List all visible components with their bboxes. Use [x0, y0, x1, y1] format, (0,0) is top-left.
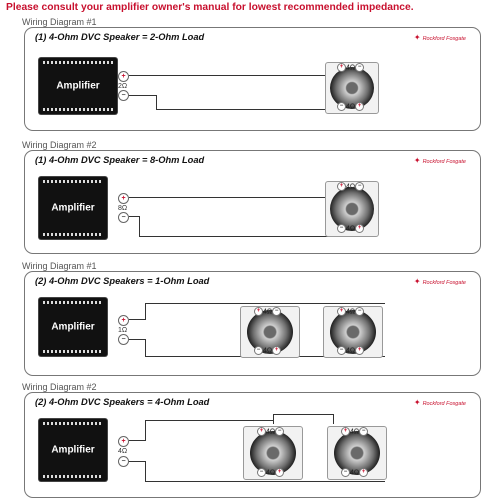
brand-logo: [414, 33, 466, 42]
load-value: 1Ω: [118, 327, 128, 334]
wire-bridge: [273, 414, 333, 415]
amplifier: [39, 177, 107, 239]
panel-title: (2) 4-Ohm DVC Speakers = 1-Ohm Load: [35, 276, 210, 286]
amplifier-label: Amplifier: [56, 80, 100, 92]
wiring-panel-1: [24, 27, 481, 131]
amplifier: [39, 58, 117, 114]
load-value: 2Ω: [118, 83, 128, 90]
brand-logo: [414, 277, 466, 286]
amplifier: [39, 419, 107, 481]
wire-negative-drop: [145, 339, 146, 356]
amp-vents-bottom: [43, 475, 103, 478]
brand-mark-icon: ✦: [413, 277, 421, 286]
amp-vents-top: [43, 61, 113, 64]
wiring-panel-3: [24, 271, 481, 376]
wire-negative: [129, 95, 157, 96]
brand-text: Rockford Fosgate: [422, 401, 466, 407]
coil-top-label: + 4Ω −: [337, 307, 364, 316]
brand-mark-icon: ✦: [413, 156, 421, 165]
amplifier: [39, 298, 107, 356]
wire-positive: [129, 75, 335, 76]
wiring-panel-2: [24, 150, 481, 254]
wire-negative-run: [145, 481, 385, 482]
brand-mark-icon: ✦: [413, 398, 421, 407]
wire-negative-drop: [139, 216, 140, 236]
brand-text: Rockford Fosgate: [422, 36, 466, 42]
amp-vents-bottom: [43, 108, 113, 111]
coil-top-label: + 4Ω −: [341, 427, 368, 436]
coil-bottom-label: − 4Ω +: [337, 102, 364, 111]
section-label-4: Wiring Diagram #2: [22, 382, 97, 392]
coil-bottom-label: − 4Ω +: [337, 346, 364, 355]
wire-positive: [129, 440, 145, 441]
amp-negative-terminal: −: [118, 90, 129, 101]
amp-negative-terminal: −: [118, 212, 129, 223]
coil-bottom-label: − 4Ω +: [341, 468, 368, 477]
coil-bottom-label: − 4Ω +: [257, 468, 284, 477]
wire-negative-drop: [145, 461, 146, 481]
wire-positive-bus: [145, 303, 385, 304]
section-label-2: Wiring Diagram #2: [22, 140, 97, 150]
wire-positive: [129, 319, 145, 320]
brand-text: Rockford Fosgate: [422, 280, 466, 286]
wire-positive-rise: [145, 420, 146, 441]
brand-text: Rockford Fosgate: [422, 159, 466, 165]
coil-top-label: + 4Ω −: [337, 63, 364, 72]
brand-logo: [414, 156, 466, 165]
amp-vents-top: [43, 422, 103, 425]
panel-title: (1) 4-Ohm DVC Speaker = 8-Ohm Load: [35, 155, 205, 165]
wire-negative-run: [156, 109, 336, 110]
panel-title: (2) 4-Ohm DVC Speakers = 4-Ohm Load: [35, 397, 210, 407]
wire-negative: [129, 216, 139, 217]
brand-mark-icon: ✦: [413, 33, 421, 42]
amp-positive-terminal: +: [118, 71, 129, 82]
coil-bottom-label: − 4Ω +: [337, 224, 364, 233]
amp-vents-top: [43, 301, 103, 304]
section-label-1: Wiring Diagram #1: [22, 17, 97, 27]
amplifier-label: Amplifier: [51, 321, 95, 333]
brand-logo: [414, 398, 466, 407]
amp-vents-bottom: [43, 350, 103, 353]
wire-positive-run: [145, 420, 273, 421]
wire-bridge-left: [273, 414, 274, 424]
coil-top-label: + 4Ω −: [257, 427, 284, 436]
amp-negative-terminal: −: [118, 456, 129, 467]
amp-positive-terminal: +: [118, 315, 129, 326]
wire-positive: [129, 197, 337, 198]
wire-negative: [129, 339, 145, 340]
coil-top-label: + 4Ω −: [337, 182, 364, 191]
coil-bottom-label: − 4Ω +: [254, 346, 281, 355]
amp-positive-terminal: +: [118, 193, 129, 204]
impedance-notice: Please consult your amplifier owner's manual for lowest recommended impedance.: [6, 2, 414, 13]
wire-bridge-right: [333, 414, 334, 424]
amp-vents-top: [43, 180, 103, 183]
amp-negative-terminal: −: [118, 334, 129, 345]
amp-positive-terminal: +: [118, 436, 129, 447]
section-label-3: Wiring Diagram #1: [22, 261, 97, 271]
load-value: 4Ω: [118, 448, 128, 455]
amplifier-label: Amplifier: [51, 444, 95, 456]
amp-vents-bottom: [43, 233, 103, 236]
wire-positive-rise: [145, 303, 146, 320]
wiring-panel-4: [24, 392, 481, 498]
coil-top-label: + 4Ω −: [254, 307, 281, 316]
wire-negative: [129, 461, 145, 462]
amplifier-label: Amplifier: [51, 202, 95, 214]
panel-title: (1) 4-Ohm DVC Speaker = 2-Ohm Load: [35, 32, 205, 42]
load-value: 8Ω: [118, 205, 128, 212]
wire-negative-drop: [156, 95, 157, 109]
